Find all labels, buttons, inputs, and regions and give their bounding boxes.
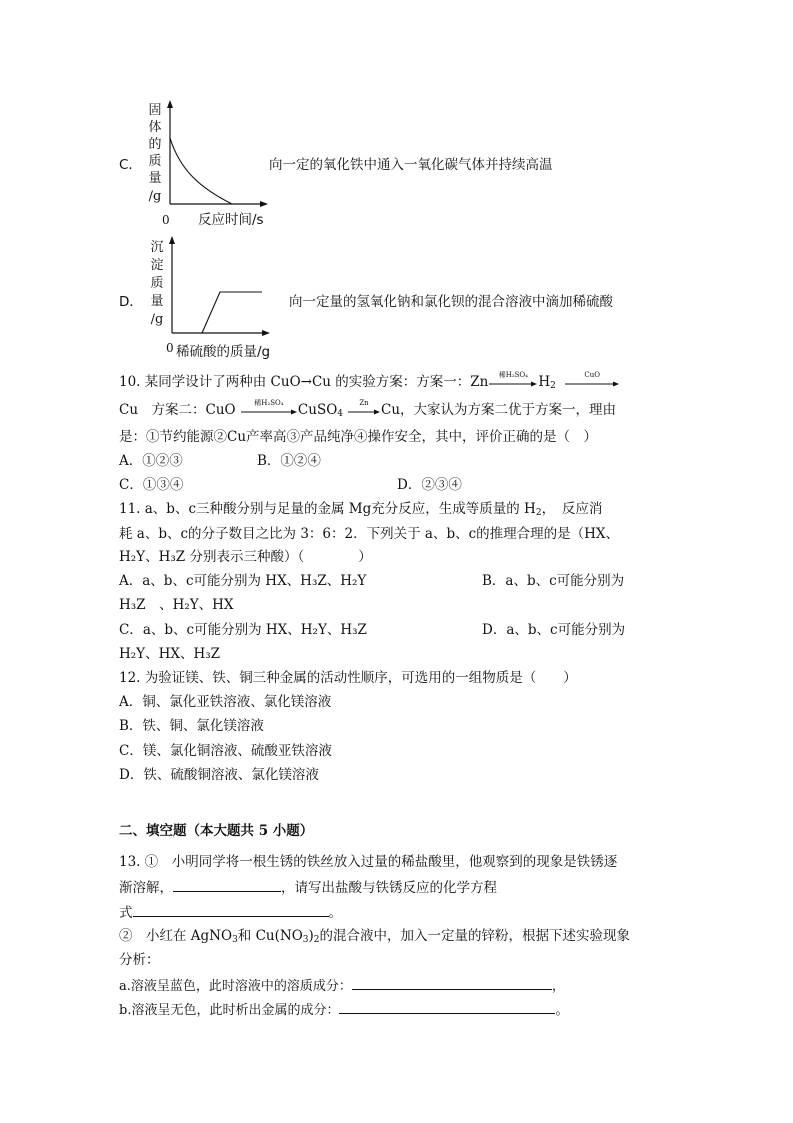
reaction-arrow-icon <box>240 398 298 421</box>
q13-text: 。 <box>555 1003 569 1018</box>
answer-blank[interactable] <box>133 902 329 917</box>
graph-c-curve <box>170 138 232 204</box>
q11-option-c: C．a、b、c可能分别为 HX、H₂Y、H₃Z <box>119 622 367 638</box>
graph-d-plot <box>162 236 274 338</box>
graph-c-plot <box>160 100 270 212</box>
graph-c-ylabel-char: 体 <box>148 120 162 135</box>
graph-d-ylabel-char: 量 <box>150 294 164 309</box>
subscript: 3 <box>232 935 238 945</box>
q11-option-d: D．a、b、c可能分别为 <box>482 622 626 638</box>
graph-d-origin: 0 <box>166 341 174 355</box>
q12-option-b: B．铁、铜、氯化镁溶液 <box>119 718 264 734</box>
q13-text: 。 <box>328 905 342 921</box>
q13-line-1: 13. ① 小明同学将一根生锈的铁丝放入过量的稀盐酸里，他观察到的现象是铁锈逐 <box>119 854 618 870</box>
graph-c-y-arrowhead <box>167 100 173 108</box>
q11-option-b-cont: H₃Z 、H₂Y、HX <box>119 597 234 613</box>
graph-d-ylabel-char: 沉 <box>150 240 164 255</box>
q10-reason: Cu，大家认为方案二优于方案一，理由 <box>381 402 617 418</box>
q10-cuso4: CuSO <box>297 402 338 418</box>
q12-option-c: C．镁、氯化铜溶液、硫酸亚铁溶液 <box>119 743 332 759</box>
graph-c-origin: 0 <box>162 213 170 227</box>
graph-c-ylabel-char: /g <box>148 189 162 204</box>
subscript: 3 <box>302 935 309 945</box>
q10-line-3: 是：①节约能源②Cu产率高③产品纯净④操作安全，其中，评价正确的是（ ） <box>119 429 598 445</box>
q10-line-1 <box>119 372 620 393</box>
graph-d-x-arrowhead <box>262 330 270 336</box>
q12-option-d: D．铁、硫酸铜溶液、氯化镁溶液 <box>119 767 319 783</box>
q13-line-4 <box>119 926 630 946</box>
q10-option-b: B．①②④ <box>257 453 321 469</box>
q10-line-2 <box>119 400 616 421</box>
q13-text: 的混合液中，加入一定量的锌粉，根据下述实验现象 <box>319 928 631 944</box>
subscript: 2 <box>313 935 320 945</box>
graph-c-ylabel-char: 固 <box>148 103 162 118</box>
q13-text: a.溶液呈蓝色，此时溶液中的溶质成分： <box>119 979 352 994</box>
option-d-label: D． <box>119 294 143 310</box>
q13-line-7 <box>119 999 568 1021</box>
q13-text: ， <box>551 979 565 994</box>
q13-line-2 <box>119 877 497 898</box>
q11-line-3: H₂Y、H₃Z 分别表示三种酸）（ ） <box>119 549 372 565</box>
answer-blank[interactable] <box>173 877 281 892</box>
subscript: 2 <box>550 381 556 391</box>
q10-stem: 10. 某同学设计了两种由 CuO→Cu 的实验方案：方案一：Zn <box>119 374 489 390</box>
q11-line-2: 耗 a、b、c的分子数目之比为 3：6：2．下列关于 a、b、c的推理合理的是（HX、 <box>119 526 620 542</box>
section-title-text: 二、填空题（本大题共 5 小题） <box>119 823 314 839</box>
q10-h2: H <box>538 374 551 390</box>
graph-c-xlabel: 反应时间/s <box>198 212 264 228</box>
q11-option-a: A．a、b、c可能分别为 HX、H₃Z、H₂Y <box>119 573 367 589</box>
graph-c-description: 向一定的氧化铁中通入一氧化碳气体并持续高温 <box>269 157 553 173</box>
arrow-condition-label: 稀H₂SO₄ <box>498 370 528 379</box>
graph-d-ylabel-char: 淀 <box>150 258 164 273</box>
q11-option-d-cont: H₂Y、HX、H₃Z <box>119 646 221 662</box>
q10-scheme-two: Cu 方案二：CuO <box>119 402 236 418</box>
q11-stem-cont: ， 反应消 <box>541 501 603 517</box>
q13-line-3 <box>119 902 342 923</box>
answer-blank[interactable] <box>352 975 552 990</box>
graph-d-ylabel-char: /g <box>150 312 164 327</box>
q13-text: ，请写出盐酸与铁锈反应的化学方程 <box>281 880 497 896</box>
section-title <box>119 821 313 841</box>
q11-stem: 11. a、b、c三种酸分别与足量的金属 Mg充分反应，生成等质量的 H <box>119 501 536 517</box>
q13-text: b.溶液呈无色，此时析出金属的成分： <box>119 1003 340 1018</box>
graph-c-ylabel-char: 质 <box>148 154 162 169</box>
arrow-condition-label: CuO <box>584 370 600 379</box>
reaction-arrow-icon <box>347 398 381 421</box>
q11-line-1 <box>119 499 602 519</box>
graph-d-curve <box>202 292 262 333</box>
q12-option-a: A．铜、氯化亚铁溶液、氯化镁溶液 <box>119 694 332 710</box>
arrow-condition-label: 稀H₂SO₄ <box>254 398 284 407</box>
graph-d-ylabel-char: 质 <box>150 276 164 291</box>
q13-line-6 <box>119 975 565 997</box>
q13-text: 和 Cu(NO <box>237 928 303 944</box>
q12-stem: 12. 为验证镁、铁、铜三种金属的活动性顺序，可选用的一组物质是（ ） <box>119 670 577 686</box>
graph-c-ylabel-char: 量 <box>148 171 162 186</box>
q11-option-b: B．a、b、c可能分别为 <box>482 573 625 589</box>
q13-text: 式 <box>119 905 133 921</box>
answer-blank[interactable] <box>339 999 555 1014</box>
graph-d-description: 向一定量的氢氧化钠和氯化钡的混合溶液中滴加稀硫酸 <box>289 294 613 310</box>
reaction-arrow-icon <box>488 370 538 393</box>
graph-d-y-arrowhead <box>169 236 175 244</box>
graph-c-x-arrowhead <box>260 201 268 207</box>
q13-text: ② 小红在 AgNO <box>119 928 233 944</box>
q13-text: ) <box>308 928 314 944</box>
graph-c-ylabel-char: 的 <box>148 137 162 152</box>
arrow-condition-label: Zn <box>359 398 369 407</box>
subscript: 4 <box>337 409 343 419</box>
q10-option-c: C．①③④ <box>119 477 184 493</box>
subscript: 2 <box>535 508 542 518</box>
q10-option-d: D．②③④ <box>397 477 462 493</box>
graph-d-xlabel: 稀硫酸的质量/g <box>176 344 271 360</box>
q13-text: 渐溶解， <box>119 880 173 896</box>
q10-option-a: A．①②③ <box>119 453 183 469</box>
reaction-arrow-icon <box>564 370 620 393</box>
option-c-label: C． <box>119 157 142 173</box>
q13-line-5: 分析： <box>119 952 160 968</box>
